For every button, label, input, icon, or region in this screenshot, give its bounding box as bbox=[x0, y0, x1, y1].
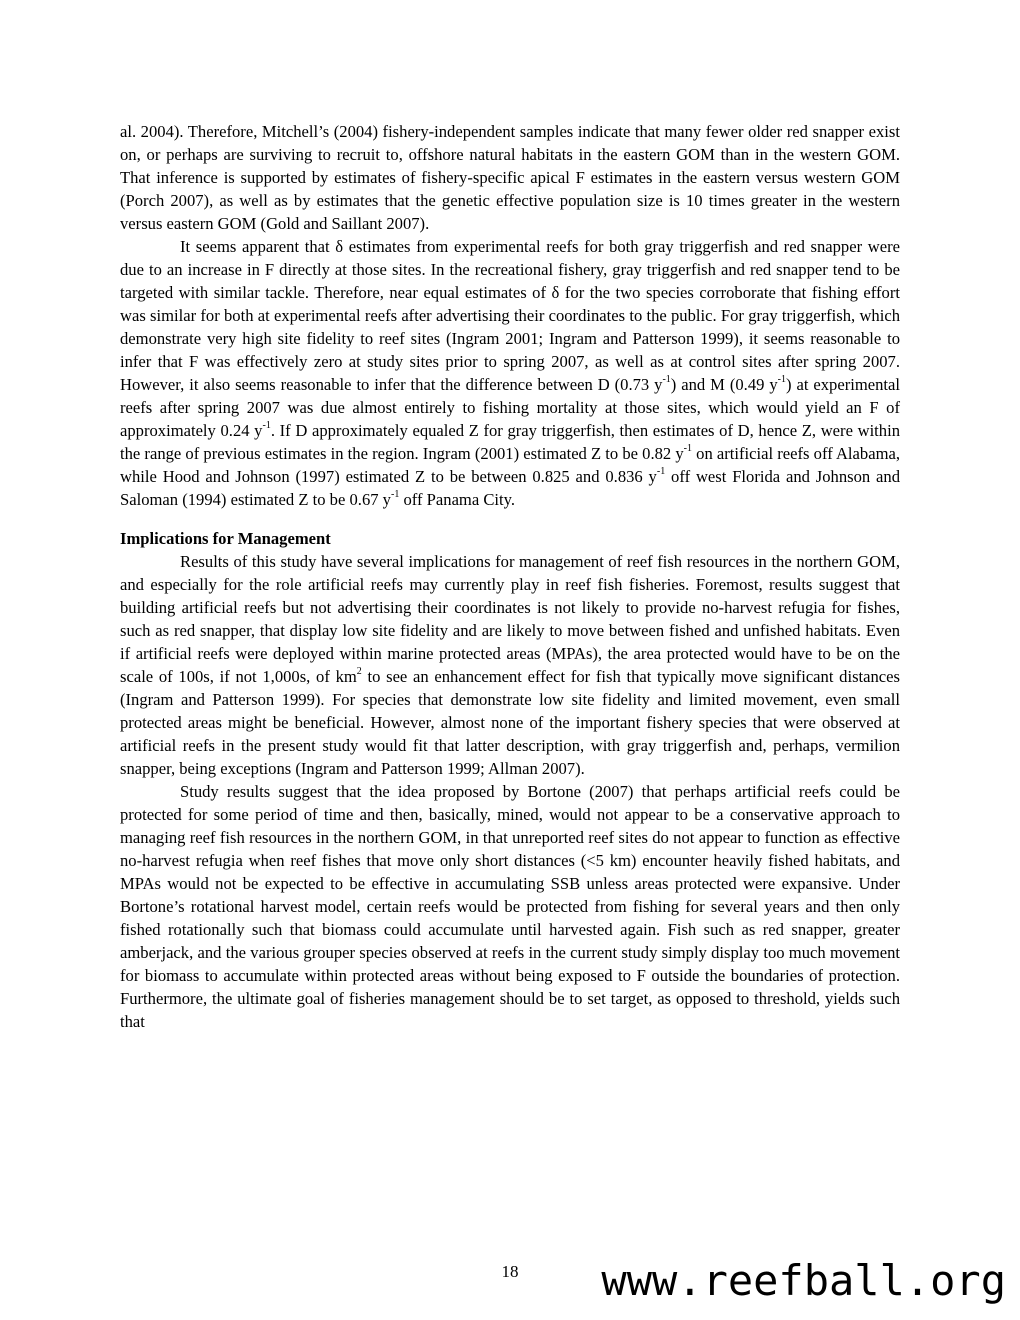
section-heading: Implications for Management bbox=[120, 529, 331, 548]
paragraph-delta-estimates bbox=[120, 235, 900, 511]
paragraph-bortone: Study results suggest that the idea proposed by Bortone (2007) that perhaps artificial reefs could be protected for some period of time and then, basically, mined, would not appear to be a conservative approach to managing reef fish resources in the northern GOM, in that unreported reef sites do not appear to function as effective no-harvest refugia when reef fishes that move only short distances (<5 km) encounter heavily fished habitats, and MPAs would not be expected to be effective in accumulating SSB unless areas protected were expansive. Under Bortone’s rotational harvest model, certain reefs would be protected from fishing for several years and then only fished rotationally such that biomass could accumulate until harvested again. Fish such as red snapper, greater amberjack, and the various grouper species observed at reefs in the current study simply display too much movement for biomass to accumulate within protected areas without being exposed to F outside the boundaries of protection. Furthermore, the ultimate goal of fisheries management should be to set target, as opposed to threshold, yields such that bbox=[120, 782, 900, 1031]
text-run: ) and M (0.49 y bbox=[670, 375, 778, 394]
superscript: -1 bbox=[656, 466, 666, 478]
paragraph-continuation: al. 2004). Therefore, Mitchell’s (2004) fishery-independent samples indicate that many fewer older red snapper exist on, or perhaps are surviving to recruit to, offshore natural habitats in the eastern GOM than in the western GOM. That inference is supported by estimates of fishery-specific apical F estimates in the eastern versus western GOM (Porch 2007), as well as by estimates that the genetic effective population size is 10 times greater in the western versus eastern GOM (Gold and Saillant 2007). bbox=[120, 122, 900, 233]
superscript: -1 bbox=[777, 374, 786, 386]
watermark-url: www.reefball.org bbox=[601, 1256, 1006, 1305]
text-run: off Panama City. bbox=[399, 490, 516, 509]
text-run: off west Florida and Johnson and Saloman (1994) estimated Z to be 0.67 y bbox=[120, 467, 900, 509]
text-run: Results of this study have several implications for management of reef fish resources in the northern GOM, and especially for the role artificial reefs may currently play in reef fish fisheries. Foremost, results suggest that building artificial reefs but not advertising their coordinates is not likely to provide no-harvest refugia for fishes, such as red snapper, that display low site fidelity and are likely to move between fished and unfished habitats. Even if artificial reefs were deployed within marine protected areas (MPAs), the area protected would have to be on the scale of 100s, if not 1,000s, of km bbox=[120, 552, 900, 686]
superscript: -1 bbox=[262, 420, 271, 432]
text-run: ) at experimental reefs after spring 2007 was due almost entirely to fishing mortality at those sites, which would yield an F of approximately 0.24 y bbox=[120, 375, 900, 440]
text-run: It seems apparent that δ estimates from experimental reefs for both gray triggerfish and red snapper were due to an increase in F directly at those sites. In the recreational fishery, gray triggerfish and red snapper tend to be targeted with similar tackle. Therefore, near equal estimates of δ for the two species corroborate that fishing effort was similar for both at experimental reefs after advertising their coordinates to the public. For gray triggerfish, which demonstrate very high site fidelity to reef sites (Ingram 2001; Ingram and Patterson 1999), it seems reasonable to infer that F was effectively zero at study sites prior to spring 2007, as well as at control sites after spring 2007. However, it also seems reasonable to infer that the difference between D (0.73 y bbox=[120, 237, 900, 394]
superscript: -1 bbox=[662, 374, 671, 386]
page-number: 18 bbox=[501, 1262, 519, 1281]
page-body bbox=[120, 120, 900, 1033]
superscript: -1 bbox=[390, 489, 400, 501]
text-run: . If D approximately equaled Z for gray triggerfish, then estimates of D, hence Z, were within the range of previous estimates in the region. Ingram (2001) estimated Z to be 0.82 y bbox=[120, 421, 900, 463]
superscript: -1 bbox=[683, 443, 693, 455]
text-run: to see an enhancement effect for fish that typically move significant distances (Ingram and Patterson 1999). For species that demonstrate low site fidelity and limited movement, even small protected areas might be beneficial. However, almost none of the important fishery species that were observed at artificial reefs in the present study would fit that latter description, with gray triggerfish and, perhaps, vermilion snapper, being exceptions (Ingram and Patterson 1999; Allman 2007). bbox=[120, 667, 900, 778]
text-run: on artificial reefs off Alabama, while Hood and Johnson (1997) estimated Z to be between 0.825 and 0.836 y bbox=[120, 444, 900, 486]
paragraph-implications bbox=[120, 550, 900, 780]
superscript: 2 bbox=[356, 666, 362, 678]
